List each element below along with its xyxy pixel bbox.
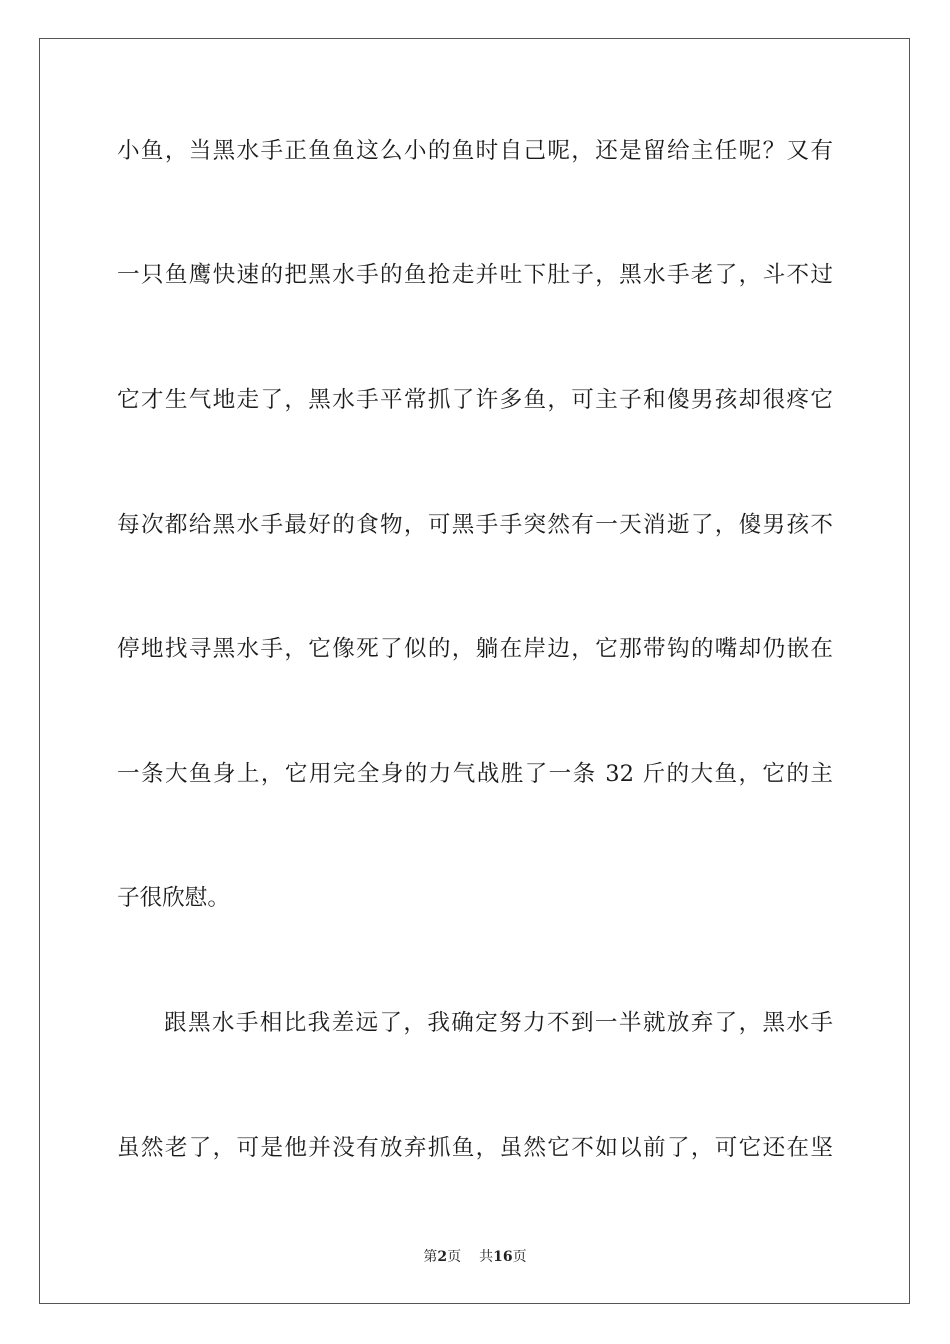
page-footer xyxy=(0,1246,950,1268)
page-label-suffix: 页 xyxy=(447,1249,462,1265)
text-line: 一条大鱼身上，它用完全身的力气战胜了一条 32 斤的大鱼，它的主 xyxy=(117,761,833,787)
page-number: 2 xyxy=(437,1249,448,1265)
paragraph-first-line: 跟黑水手相比我差远了，我确定努力不到一半就放弃了，黑水手 xyxy=(164,1010,833,1036)
text-line: 停地找寻黑水手，它像死了似的，躺在岸边，它那带钩的嘴却仍嵌在 xyxy=(117,636,833,662)
text-line: 一只鱼鹰快速的把黑水手的鱼抢走并吐下肚子，黑水手老了，斗不过 xyxy=(117,262,833,288)
text-line: 每次都给黑水手最好的食物，可黑手手突然有一天消逝了，傻男孩不 xyxy=(117,512,833,538)
text-line: 它才生气地走了，黑水手平常抓了许多鱼，可主子和傻男孩却很疼它 xyxy=(117,387,833,413)
text-line: 虽然老了，可是他并没有放弃抓鱼，虽然它不如以前了，可它还在坚 xyxy=(117,1135,833,1161)
total-label-suffix: 页 xyxy=(512,1249,527,1265)
text-line: 子很欣慰。 xyxy=(117,885,230,911)
text-line: 小鱼，当黑水手正鱼鱼这么小的鱼时自己呢，还是留给主任呢？又有 xyxy=(117,138,833,164)
total-label-prefix: 共 xyxy=(479,1249,494,1265)
page-label-prefix: 第 xyxy=(423,1249,438,1265)
total-pages: 16 xyxy=(493,1249,513,1265)
